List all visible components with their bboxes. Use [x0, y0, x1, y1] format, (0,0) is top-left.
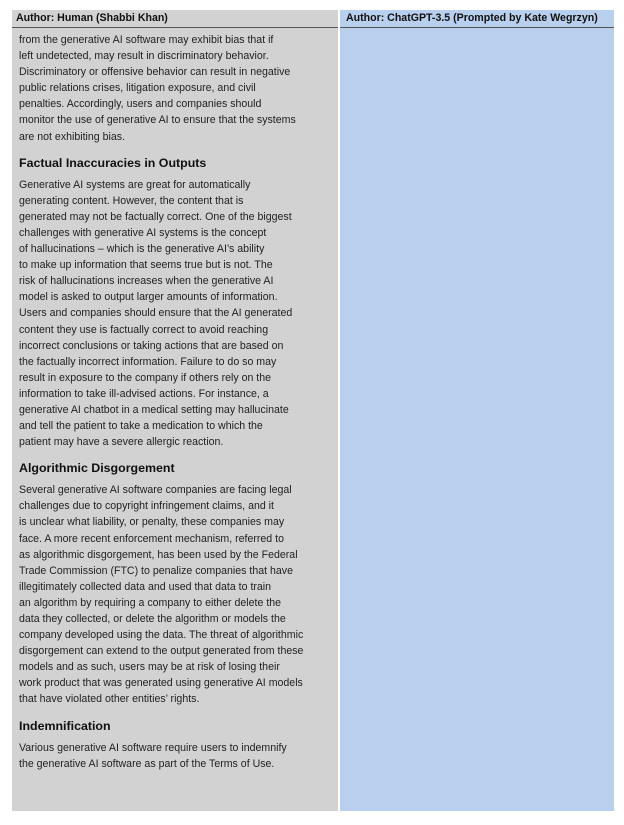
chatgpt-author-column [340, 10, 614, 811]
text-line: Discriminatory or offensive behavior can result in negative [19, 66, 291, 79]
text-line: the factually incorrect information. Failure to do so may [19, 355, 277, 368]
text-line: Trade Commission (FTC) to penalize companies that have [19, 564, 293, 577]
text-line: the generative AI software as part of the Terms of Use. [19, 757, 275, 770]
human-author-header: Author: Human (Shabbi Khan) [12, 10, 338, 28]
text-line: incorrect conclusions or taking actions that are based on [19, 339, 284, 352]
chatgpt-author-header: Author: ChatGPT-3.5 (Prompted by Kate Wegrzyn) [340, 10, 614, 28]
text-line: generating content. However, the content that is [19, 194, 244, 207]
text-line: company developed using the data. The threat of algorithmic [19, 629, 304, 642]
text-line: is unclear what liability, or penalty, these companies may [19, 516, 285, 529]
text-line: Several generative AI software companies are facing legal [19, 484, 292, 497]
text-line: an algorithm by requiring a company to either delete the [19, 596, 282, 609]
text-line: Generative AI systems are great for automatically [19, 178, 251, 191]
text-line: information to take ill-advised actions. For instance, a [19, 387, 269, 400]
text-line: public relations crises, litigation exposure, and civil [19, 82, 256, 95]
factual-inaccuracies-paragraph [19, 177, 332, 451]
text-line: penalties. Accordingly, users and companies should [19, 98, 262, 111]
text-line: content they use is factually correct to avoid reaching [19, 323, 269, 336]
text-line: are not exhibiting bias. [19, 130, 126, 143]
text-line: model is asked to output larger amounts of information. [19, 291, 278, 304]
section-heading-algorithmic-disgorgement: Algorithmic Disgorgement [19, 461, 175, 476]
indemnification-paragraph [19, 740, 332, 772]
text-line: work product that was generated using generative AI models [19, 677, 303, 690]
human-author-content [12, 28, 338, 772]
text-line: to make up information that seems true but is not. The [19, 259, 273, 272]
comparison-table [12, 10, 614, 811]
text-line: data they collected, or delete the algorithm or models the [19, 613, 286, 625]
text-line: generative AI chatbot in a medical setting may hallucinate [19, 403, 289, 416]
text-line: challenges with generative AI systems is the concept [19, 226, 267, 239]
human-author-column [12, 10, 338, 811]
section-heading-factual-inaccuracies: Factual Inaccuracies in Outputs [19, 155, 207, 170]
text-line: monitor the use of generative AI to ensure that the systems [19, 114, 296, 127]
text-line: patient may have a severe allergic reaction. [19, 436, 224, 449]
text-line: generated may not be factually correct. One of the biggest [19, 210, 292, 223]
text-line: Various generative AI software require users to indemnify [19, 741, 287, 754]
section-heading-indemnification: Indemnification [19, 718, 111, 733]
algorithmic-disgorgement-paragraph [19, 482, 332, 707]
text-line: result in exposure to the company if others rely on the [19, 371, 272, 384]
text-line: illegitimately collected data and used that data to train [19, 580, 272, 593]
text-line: risk of hallucinations increases when the generative AI [19, 275, 274, 288]
text-line: that have violated other entities’ rights. [19, 693, 200, 706]
text-line: and tell the patient to take a medication to which the [19, 420, 263, 433]
text-line: face. A more recent enforcement mechanism, referred to [19, 532, 284, 545]
text-line: disgorgement can extend to the output generated from these [19, 645, 304, 658]
text-line: of hallucinations – which is the generative AI’s ability [19, 243, 265, 256]
text-line: as algorithmic disgorgement, has been used by the Federal [19, 548, 298, 561]
text-line: models and as such, users may be at risk of losing their [19, 661, 280, 674]
text-line: left undetected, may result in discriminatory behavior. [19, 50, 269, 63]
text-line: challenges due to copyright infringement claims, and it [19, 500, 274, 513]
text-line: from the generative AI software may exhibit bias that if [19, 34, 274, 46]
intro-paragraph [19, 32, 332, 145]
text-line: Users and companies should ensure that the AI generated [19, 307, 293, 320]
